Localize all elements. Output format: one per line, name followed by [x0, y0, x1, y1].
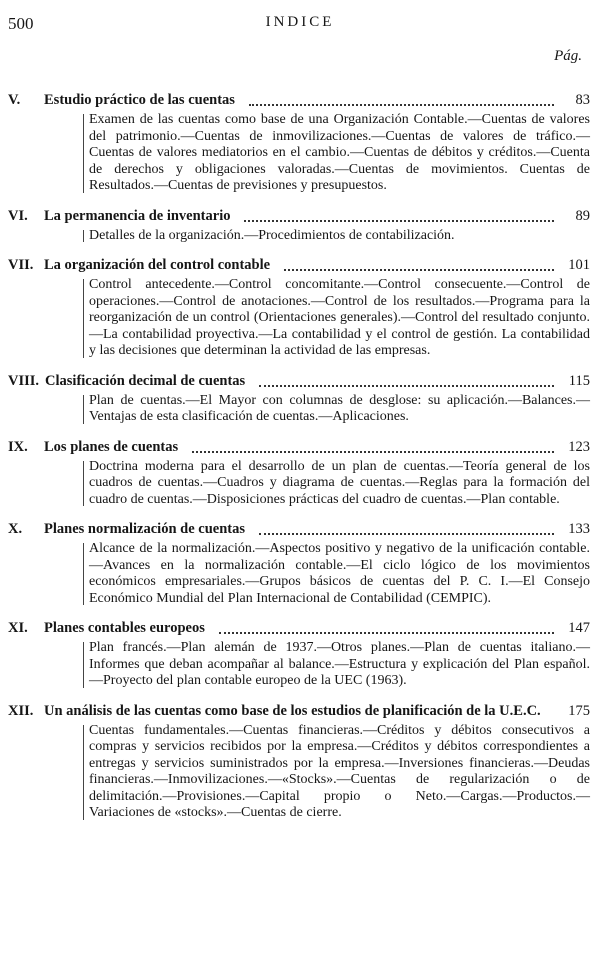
chapter-numeral: XI. — [8, 620, 28, 636]
dot-leader — [249, 95, 554, 106]
chapter-summary-text: Detalles de la organización.—Procedimientos de contabilización. — [89, 227, 455, 243]
chapter-page-ref: 115 — [568, 372, 590, 389]
chapter-title: Un análisis de las cuentas como base de los estudios de planificación de la U.E.C. — [44, 702, 541, 719]
page-column-label: Pág. — [554, 48, 582, 64]
chapter-heading[interactable] — [8, 373, 590, 390]
chapter-summary — [86, 112, 590, 195]
chapter-entry — [8, 620, 590, 690]
dot-leader — [259, 524, 554, 535]
chapter-summary — [86, 541, 590, 607]
chapter-entry — [8, 208, 590, 245]
chapter-summary — [86, 459, 590, 509]
chapter-heading[interactable] — [8, 439, 590, 456]
chapter-title: La organización del control contable — [44, 257, 271, 273]
chapter-summary — [86, 723, 590, 822]
chapter-page-ref: 133 — [568, 521, 590, 537]
chapter-numeral: VIII. — [8, 372, 40, 389]
chapter-heading[interactable] — [8, 521, 590, 538]
chapter-summary-text: Alcance de la normalización.—Aspectos positivo y negativo de la unificación contable.—Avances en la normalización contable.—El ciclo lógico de los movimientos económicos empresariales.—Grupos básicos de cuentas del P. C. I.—El Consejo Económico Mundial del Plan Internacional de Contabilidad (CEMPIC). — [89, 541, 590, 606]
chapter-entry — [8, 703, 590, 822]
dot-leader — [284, 260, 554, 271]
chapter-numeral: XII. — [8, 702, 34, 719]
dot-leader — [259, 376, 554, 387]
chapter-entry — [8, 373, 590, 426]
chapter-heading[interactable] — [8, 257, 590, 274]
chapter-numeral: VI. — [8, 207, 28, 224]
chapter-page-ref: 101 — [568, 257, 590, 273]
chapter-numeral: V. — [8, 92, 21, 108]
chapter-title: Planes contables europeos — [44, 620, 205, 636]
dot-leader — [192, 442, 554, 453]
chapter-summary-text: Doctrina moderna para el desarrollo de un plan de cuentas.—Teoría general de los cuadros de cuentas.—Cuadros y diagrama de cuentas.—Reglas para la formación del cuadro de cuentas.—Disposiciones prácticas del cuadro de cuentas.—Plan contable. — [89, 458, 590, 507]
table-of-contents — [8, 92, 590, 835]
chapter-title: Estudio práctico de las cuentas — [44, 92, 235, 108]
chapter-summary-text: Plan de cuentas.—El Mayor con columnas de desglose: su aplicación.—Balances.—Ventajas de esta clasificación de cuentas.—Aplicaciones. — [89, 392, 590, 424]
chapter-numeral: X. — [8, 521, 23, 537]
chapter-summary — [86, 228, 590, 245]
chapter-page-ref: 89 — [575, 207, 590, 224]
dot-leader — [219, 623, 554, 634]
chapter-summary — [86, 393, 590, 426]
chapter-heading[interactable] — [8, 208, 590, 225]
page-number: 500 — [8, 14, 34, 33]
chapter-summary-text: Examen de las cuentas como base de una Organización Contable.—Cuentas de valores del patrimonio.—Cuentas de inmovilizaciones.—Cuentas de valores de tráfico.—Cuentas de valores mediatorios en el cambio.—Cuentas de débitos y créditos.—Cuenta de derechos y obligaciones valoradas.—Cuentas de movimientos. Cuentas de Resultados.—Cuentas de previsiones y presupuestos. — [89, 112, 590, 193]
chapter-entry — [8, 257, 590, 360]
chapter-heading[interactable] — [8, 92, 590, 109]
chapter-entry — [8, 521, 590, 607]
chapter-heading[interactable] — [8, 620, 590, 637]
dot-leader — [244, 211, 554, 222]
chapter-title: Clasificación decimal de cuentas — [45, 372, 246, 389]
chapter-page-ref: 175 — [568, 702, 590, 719]
chapter-entry — [8, 92, 590, 195]
chapter-title: La permanencia de inventario — [44, 207, 231, 224]
chapter-heading[interactable] — [8, 703, 590, 720]
chapter-page-ref: 147 — [568, 620, 590, 636]
chapter-numeral: VII. — [8, 257, 34, 273]
chapter-page-ref: 123 — [568, 438, 590, 455]
chapter-entry — [8, 439, 590, 509]
chapter-title: Planes normalización de cuentas — [44, 521, 245, 537]
chapter-summary-text: Plan francés.—Plan alemán de 1937.—Otros planes.—Plan de cuentas italiano.—Informes que deban acompañar al balance.—Estructura y explicación del Plan español.—Proyecto del plan contable europeo de la UEC (1963). — [89, 640, 590, 688]
chapter-summary — [86, 277, 590, 360]
chapter-summary-text: Control antecedente.—Control concomitante.—Control consecuente.—Control de operaciones.—Control de anotaciones.—Control de los resultados.—Programa para la reorganización de un control (Orientaciones generales).—Control del resultado conjunto.—La contabilidad proyectiva.—La contabilidad y el control de gestión. La contabilidad y las decisiones que determinan la actividad de las empresas. — [89, 277, 590, 358]
chapter-summary — [86, 640, 590, 690]
chapter-numeral: IX. — [8, 438, 28, 455]
chapter-summary-text: Cuentas fundamentales.—Cuentas financieras.—Créditos y débitos consecutivos a compras y servicios recibidos por la empresa.—Créditos y débitos correspondientes a entregas y servicios suministrados por la empresa.—Inversiones financieras.—Deudas financieras.—Inmovilizaciones.—«Stocks».—Cuentas de regularización o de delimitación.—Provisiones.—Capital propio o Neto.—Cargas.—Productos.—Variaciones de «stocks».—Cuentas de cierre. — [89, 722, 590, 820]
chapter-page-ref: 83 — [575, 92, 590, 108]
chapter-title: Los planes de cuentas — [44, 438, 179, 455]
page-title: INDICE — [265, 14, 335, 30]
